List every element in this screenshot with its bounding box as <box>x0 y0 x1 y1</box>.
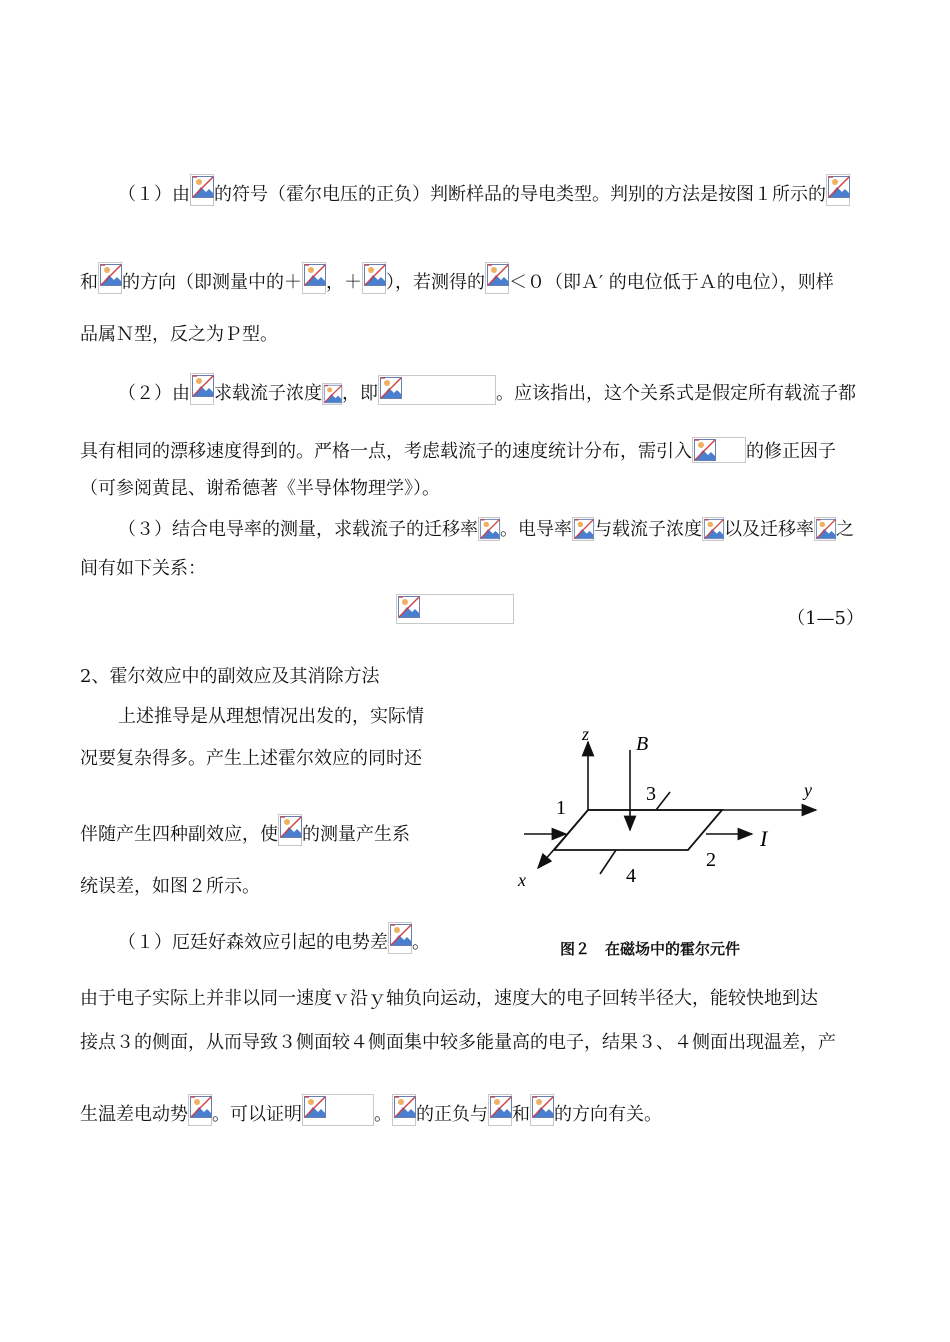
broken-image-icon <box>302 1094 374 1126</box>
text: （２）由 <box>118 383 190 404</box>
section-line8 <box>80 1094 662 1128</box>
hall-element-figure <box>516 722 826 892</box>
y-label: y <box>804 780 812 800</box>
section-heading: 2、霍尔效应中的副效应及其消除方法 <box>80 666 380 687</box>
broken-image-icon <box>485 262 509 294</box>
section-line3 <box>80 814 410 848</box>
text: 。可以证明 <box>212 1104 302 1125</box>
z-label: z <box>582 724 590 744</box>
x-label: x <box>518 870 526 890</box>
broken-image-icon <box>322 383 342 405</box>
broken-image-icon <box>388 922 412 954</box>
broken-image-icon <box>814 517 836 541</box>
broken-image-icon <box>826 174 850 206</box>
figure-caption: 图２ 在磁场中的霍尔元件 <box>560 940 741 958</box>
para2-line1 <box>118 373 856 407</box>
section-line1: 上述推导是从理想情况出发的，实际情 <box>118 706 424 727</box>
section-line2: 况要复杂得多。产生上述霍尔效应的同时还 <box>80 748 422 769</box>
text: 。电导率 <box>500 519 572 540</box>
para2-line3: （可参阅黄昆、谢希德著《半导体物理学》）。 <box>80 478 440 499</box>
b-label: B <box>636 733 649 755</box>
para1-line1 <box>118 174 850 208</box>
text: （１）厄廷好森效应引起的电势差 <box>118 932 388 953</box>
contact-3-label: 3 <box>646 783 656 805</box>
section-line7: 接点３的侧面，从而导致３侧面较４侧面集中较多能量高的电子，结果３、４侧面出现温差，产 <box>80 1032 836 1053</box>
text: 的正负与 <box>416 1104 488 1125</box>
para1-line2 <box>80 262 834 296</box>
broken-image-icon <box>302 262 326 294</box>
text: 和 <box>512 1104 530 1125</box>
para2-line2 <box>80 437 836 465</box>
text: 与载流子浓度 <box>594 519 702 540</box>
text: ），若测得的 <box>386 272 485 293</box>
text: 的修正因子 <box>746 441 836 462</box>
text: ，即 <box>342 383 378 404</box>
text: 。 <box>412 932 430 953</box>
text: 。 <box>374 1104 392 1125</box>
broken-image-icon <box>378 375 496 405</box>
broken-image-icon <box>396 594 514 624</box>
text: 以及迁移率 <box>724 519 814 540</box>
text: ＜０（即Ａ′ 的电位低于Ａ的电位），则样 <box>509 272 834 293</box>
section-line4: 统误差，如图２所示。 <box>80 876 260 897</box>
text: 的方向有关。 <box>554 1104 662 1125</box>
contact-4-lead <box>600 850 616 874</box>
i-label: I <box>760 826 768 851</box>
text: 和 <box>80 272 98 293</box>
broken-image-icon <box>530 1094 554 1126</box>
broken-image-icon <box>702 517 724 541</box>
broken-image-icon <box>572 517 594 541</box>
text: （１）由 <box>118 184 190 205</box>
text: 的方向（即测量中的＋ <box>122 272 302 293</box>
broken-image-icon <box>362 262 386 294</box>
hall-plate <box>554 810 722 850</box>
text: ，＋ <box>326 272 362 293</box>
para1-line3: 品属Ｎ型，反之为Ｐ型。 <box>80 324 278 345</box>
contact-2-label: 2 <box>706 849 716 871</box>
text: 的符号（霍尔电压的正负）判断样品的导电类型。判别的方法是按图１所示的 <box>214 184 826 205</box>
contact-1-label: 1 <box>556 797 566 819</box>
text: （３）结合电导率的测量，求载流子的迁移率 <box>118 519 478 540</box>
text: 求载流子浓度 <box>214 383 322 404</box>
broken-image-icon <box>188 1094 212 1126</box>
broken-image-icon <box>478 517 500 541</box>
contact-3-lead <box>656 792 670 810</box>
text: 具有相同的漂移速度得到的。严格一点，考虑载流子的速度统计分布，需引入 <box>80 441 692 462</box>
broken-image-icon <box>278 814 302 846</box>
para3-line2: 间有如下关系： <box>80 558 206 579</box>
contact-4-label: 4 <box>626 865 636 887</box>
broken-image-icon <box>392 1094 416 1126</box>
text: 生温差电动势 <box>80 1104 188 1125</box>
section-line6: 由于电子实际上并非以同一速度ｖ沿ｙ轴负向运动，速度大的电子回转半径大，能较快地到达 <box>80 988 818 1009</box>
broken-image-icon <box>488 1094 512 1126</box>
text: 。应该指出，这个关系式是假定所有载流子都 <box>496 383 856 404</box>
broken-image-icon <box>98 262 122 294</box>
broken-image-icon <box>190 373 214 405</box>
para3-line1 <box>118 517 854 543</box>
text: 的测量产生系 <box>302 824 410 845</box>
broken-image-icon <box>190 174 214 206</box>
equation-image <box>396 594 514 626</box>
equation-number: （1—5） <box>787 608 864 629</box>
broken-image-icon <box>692 437 746 463</box>
text: 伴随产生四种副效应，使 <box>80 824 278 845</box>
text: 之 <box>836 519 854 540</box>
section-line5 <box>118 922 430 956</box>
